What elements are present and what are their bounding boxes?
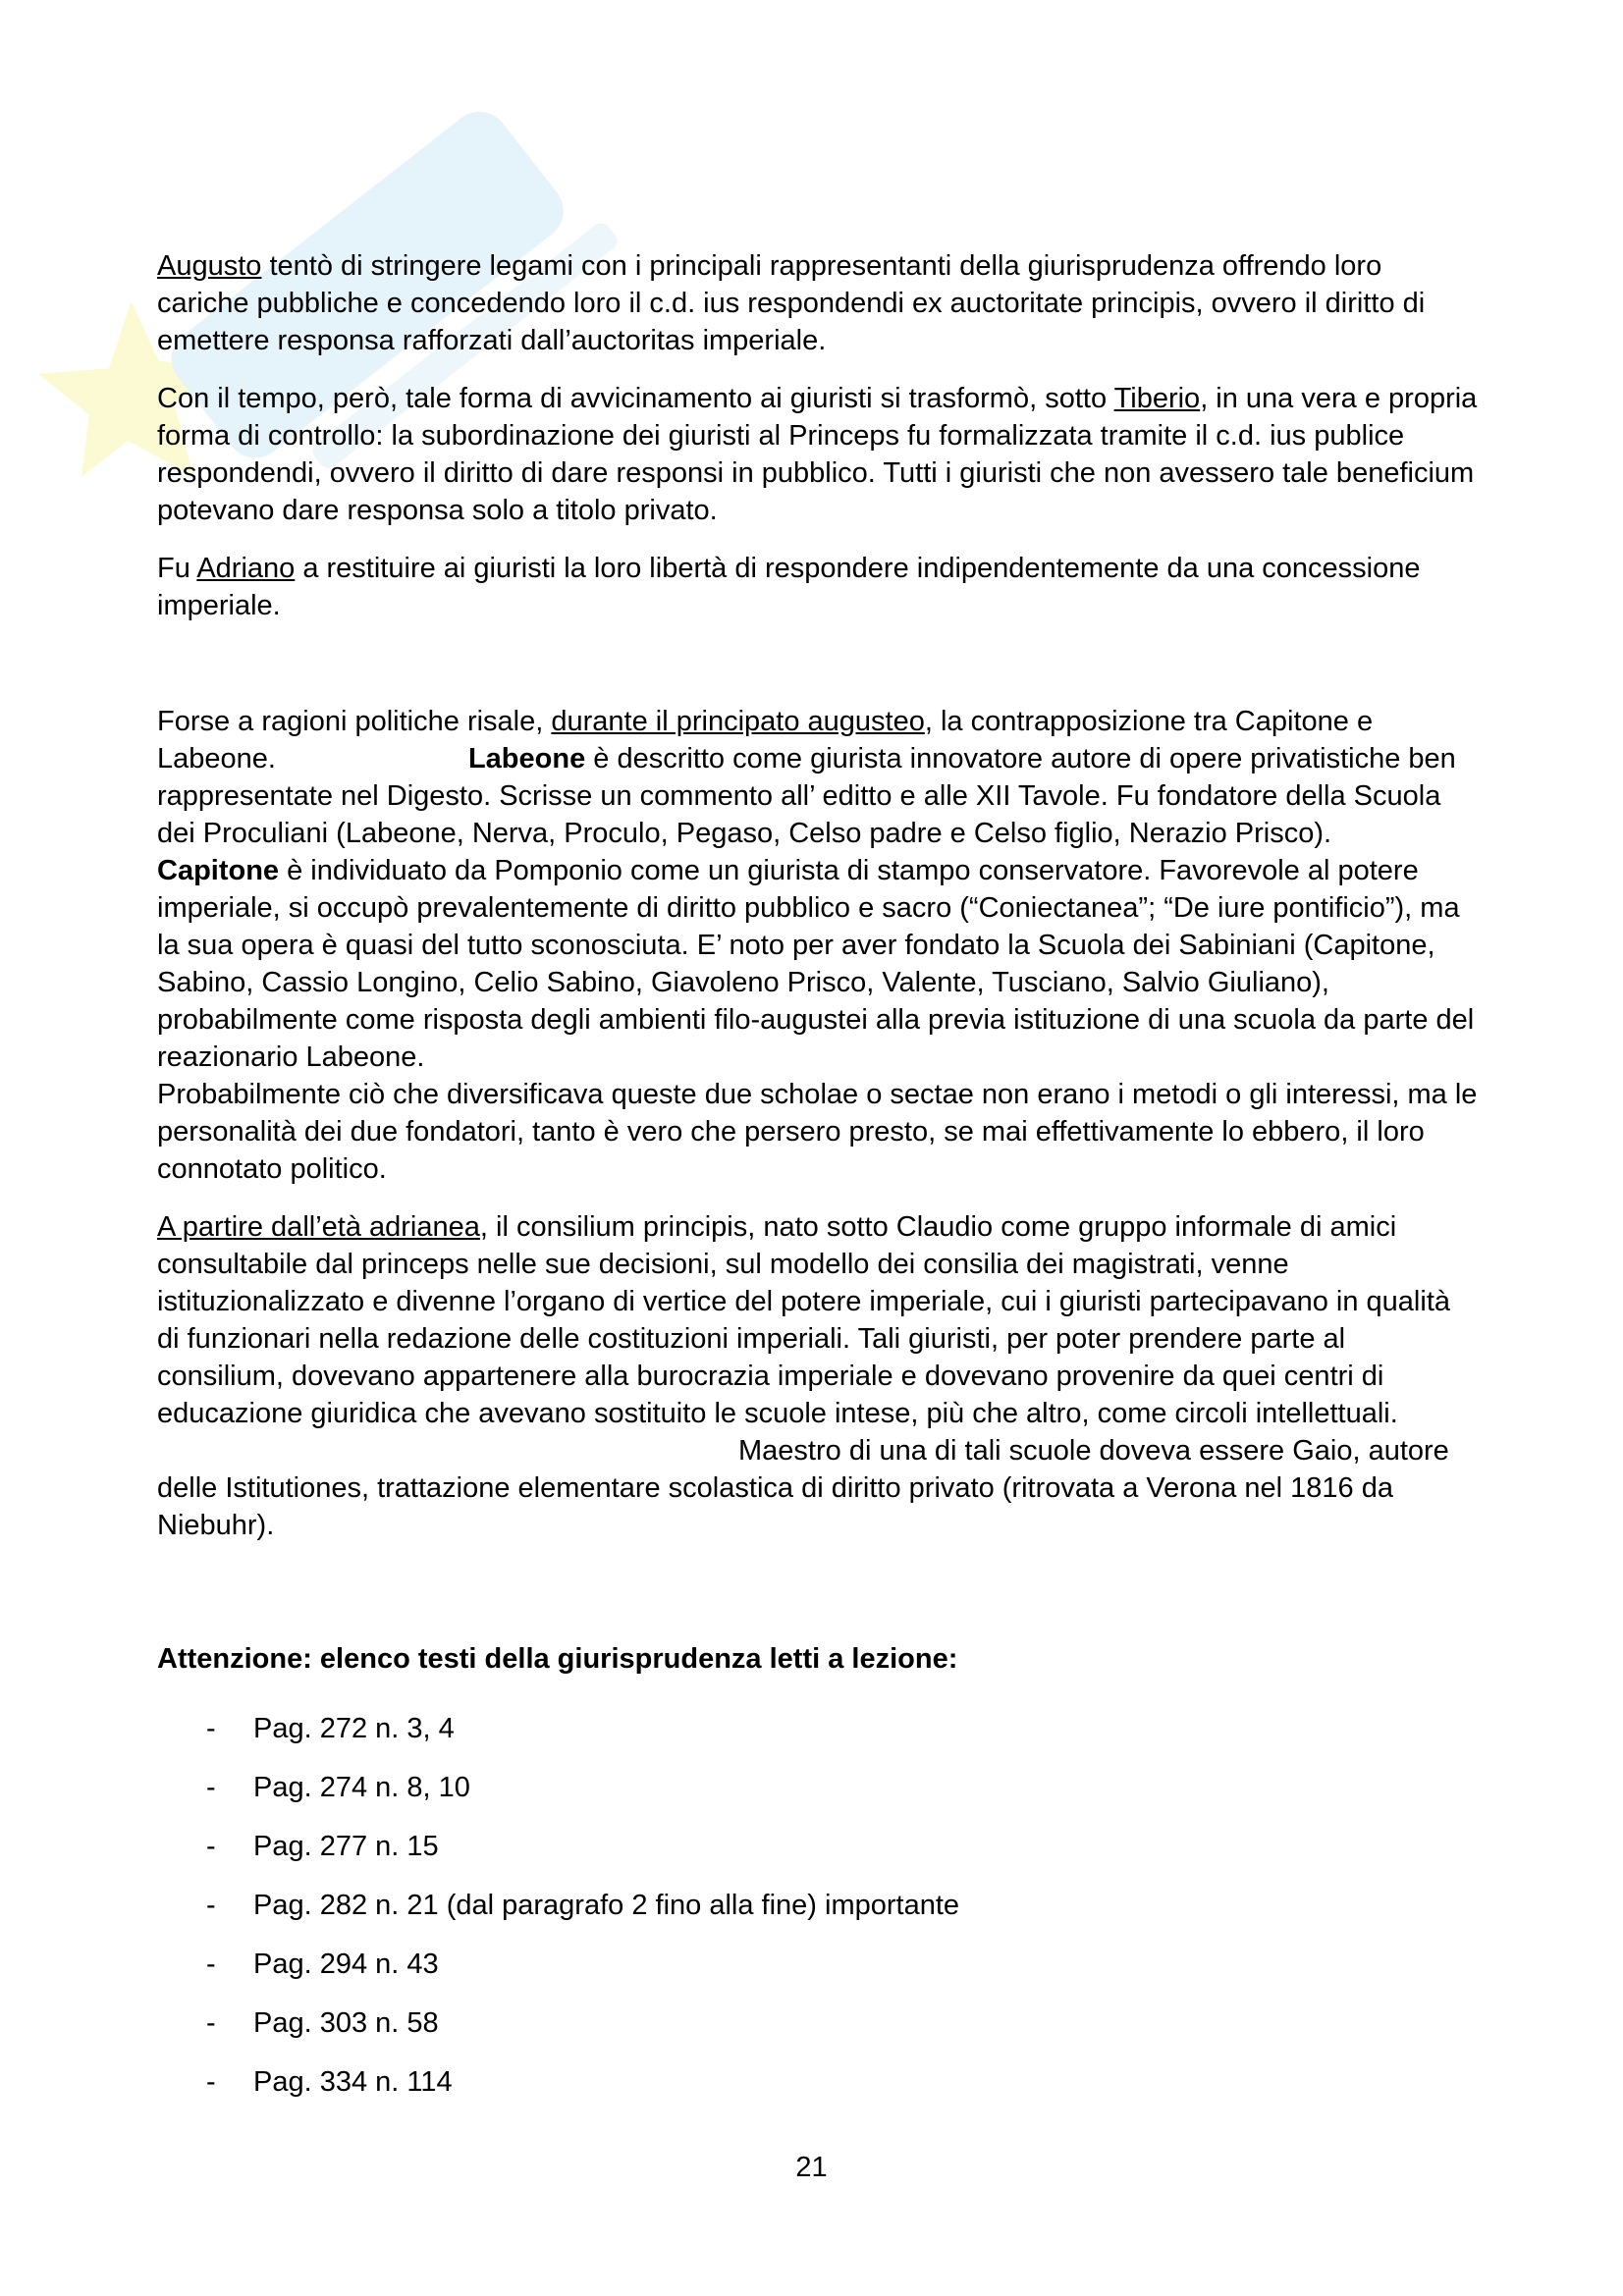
paragraph-tiberio-after: , in una vera e propria forma di controllo: la subordinazione dei giuristi al Princeps fu formalizzata tramite il c.d. ius publice respondendi, ovvero il diritto di dare responsi in pubblico. Tutti i giuristi che non avessero tale beneficium potevano dare responsa solo a titolo privato. [157, 383, 1478, 526]
list-item [157, 1699, 1478, 1758]
link-augusto: Augusto [157, 250, 262, 282]
list-item [157, 1935, 1478, 1994]
schools-closing-text: Probabilmente ciò che diversificava queste due scholae o sectae non erano i metodi o gli interessi, ma le personalità dei due fondatori, tanto è vero che persero presto, se mai effettivamente lo ebbero, il loro connotato politico. [157, 1079, 1478, 1185]
link-adriano: Adriano [196, 553, 296, 584]
paragraph-schools-after: , la contrapposizione tra Capitone e Labeone. [157, 706, 1374, 774]
capitone-text: è individuato da Pomponio come un giurista di stampo conservatore. Favorevole al potere imperiale, si occupò prevalentemente di diritto pubblico e sacro (“Coniectanea”; “De iure pontificio”), ma la sua opera è quasi del tutto sconosciuta. E’ noto per aver fondato la Scuola dei Sabiniani (Capitone, Sabino, Cassio Longino, Celio Sabino, Giavoleno Prisco, Valente, Tusciano, Salvio Giuliano), probabilmente come risposta degli ambienti filo-augustei alla previa istituzione di una scuola da parte del reazionario Labeone. [157, 855, 1475, 1073]
paragraph-tiberio [157, 380, 1478, 529]
list-item-text: Pag. 294 n. 43 [253, 1949, 439, 1980]
list-item-text: Pag. 282 n. 21 (dal paragrafo 2 fino alla fine) importante [253, 1890, 960, 1921]
list-item-text: Pag. 272 n. 3, 4 [253, 1713, 455, 1744]
paragraph-augusto-text: tentò di stringere legami con i principali rappresentanti della giurisprudenza offrendo loro cariche pubbliche e concedendo loro il c.d. ius respondendi ex auctoritate principis, ovvero il diritto di emettere responsa rafforzati dall’auctoritas imperiale. [157, 250, 1426, 356]
list-item-text: Pag. 303 n. 58 [253, 2007, 439, 2039]
paragraph-adriano-before: Fu [157, 553, 197, 584]
list-item-text: Pag. 274 n. 8, 10 [253, 1772, 470, 1803]
list-dash: - [206, 1713, 216, 1744]
list-dash: - [206, 1890, 216, 1921]
document-body [157, 247, 1478, 2111]
list-item-text: Pag. 334 n. 114 [253, 2066, 453, 2098]
page-number: 21 [795, 2152, 828, 2183]
paragraph-adriano [157, 550, 1478, 624]
list-item [157, 1994, 1478, 2053]
readings-list [157, 1699, 1478, 2111]
paragraph-consilium [157, 1208, 1478, 1544]
attention-heading: Attenzione: elenco testi della giurisprudenza letti a lezione: [157, 1643, 958, 1675]
paragraph-tiberio-before: Con il tempo, però, tale forma di avvicinamento ai giuristi si trasformò, sotto [157, 383, 1114, 414]
paragraph-schools-before: Forse a ragioni politiche risale, [157, 706, 552, 737]
paragraph-augusto [157, 247, 1478, 359]
list-item [157, 1876, 1478, 1935]
list-dash: - [206, 1949, 216, 1980]
paragraph-adriano-after: a restituire ai giuristi la loro libertà di respondere indipendentemente da una concessione imperiale. [157, 553, 1421, 621]
underlined-augusteo: durante il principato augusteo [551, 706, 925, 737]
list-item [157, 2053, 1478, 2111]
paragraph-labeone-capitone [157, 703, 1478, 1188]
link-tiberio: Tiberio [1113, 383, 1201, 414]
gaio-text: Maestro di una di tali scuole doveva essere Gaio, autore delle Istitutiones, trattazione elementare scolastica di diritto privato (ritrovata a Verona nel 1816 da Niebuhr). [157, 1435, 1449, 1541]
list-item [157, 1817, 1478, 1876]
labeone-text: è descritto come giurista innovatore autore di opere privatistiche ben rappresentate nel Digesto. Scrisse un commento all’ editto e alle XII Tavole. Fu fondatore della Scuola dei Proculiani (Labeone, Nerva, Proculo, Pegaso, Celso padre e Celso figlio, Nerazio Prisco). [157, 743, 1456, 849]
list-dash: - [206, 1831, 216, 1862]
list-item-text: Pag. 277 n. 15 [253, 1831, 439, 1862]
bold-capitone: Capitone [157, 855, 280, 886]
consilium-text: , il consilium principis, nato sotto Claudio come gruppo informale di amici consultabile dal princeps nelle sue decisioni, sul modello dei consilia dei magistrati, venne istituzionalizzato e divenne l’organo di vertice del potere imperiale, cui i giuristi partecipavano in qualità di funzionari nella redazione delle costituzioni imperiali. Tali giuristi, per poter prendere parte al consilium, dovevano appartenere alla burocrazia imperiale e dovevano provenire da quei centri di educazione giuridica che avevano sostituito le scuole intese, più che altro, come circoli intellettuali. [157, 1211, 1451, 1429]
underlined-adrianea: A partire dall’età adrianea [157, 1211, 480, 1243]
list-dash: - [206, 2066, 216, 2098]
list-item [157, 1758, 1478, 1817]
list-dash: - [206, 2007, 216, 2039]
bold-labeone: Labeone [467, 743, 586, 774]
list-dash: - [206, 1772, 216, 1803]
